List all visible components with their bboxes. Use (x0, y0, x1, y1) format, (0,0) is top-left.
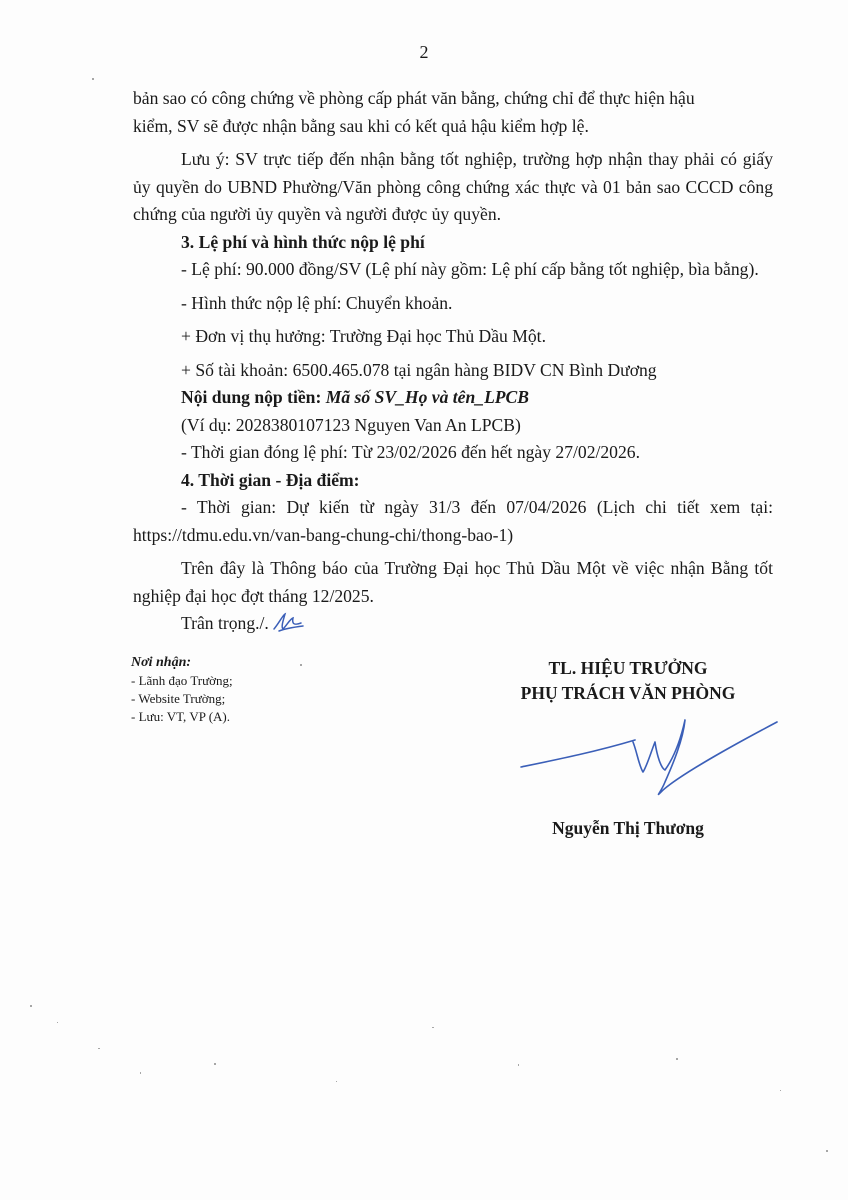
regards-line (133, 610, 773, 638)
payment-method: - Hình thức nộp lệ phí: Chuyển khoản. (181, 292, 453, 313)
handwritten-signature-icon (515, 712, 785, 807)
regards-text: Trân trọng./. (181, 613, 269, 633)
note-paragraph (133, 146, 773, 229)
document-body (133, 85, 773, 638)
note-label: Lưu ý: (181, 149, 230, 169)
signer-name: Nguyễn Thị Thương (552, 818, 704, 838)
paragraph-line: bản sao có công chứng về phòng cấp phát văn bằng, chứng chỉ để thực hiện hậu (133, 88, 695, 108)
fee-period: - Thời gian đóng lệ phí: Từ 23/02/2026 đến hết ngày 27/02/2026. (181, 442, 640, 462)
recipient-item: - Website Trường; (131, 691, 226, 706)
fee-paragraph: - Lệ phí: 90.000 đồng/SV (Lệ phí này gồm: Lệ phí cấp bằng tốt nghiệp, bìa bằng). (181, 259, 759, 279)
closing-paragraph: Trên đây là Thông báo của Trường Đại học Thủ Dầu Một về việc nhận Bằng tốt nghiệp đại học đợt tháng 12/2025. (133, 558, 773, 606)
page-number: 2 (419, 42, 429, 62)
transfer-format: Mã số SV_Họ và tên_LPCB (325, 387, 530, 407)
bank-account: + Số tài khoản: 6500.465.078 tại ngân hàng BIDV CN Bình Dương (181, 359, 657, 380)
recipient-item: - Lãnh đạo Trường; (131, 673, 233, 688)
paragraph-line: kiểm, SV sẽ được nhận bằng sau khi có kết quả hậu kiểm hợp lệ. (133, 115, 589, 136)
signature-title-block (490, 656, 766, 706)
signature-title-line2: PHỤ TRÁCH VĂN PHÒNG (520, 683, 736, 703)
section-4-heading: 4. Thời gian - Địa điểm: (181, 469, 360, 490)
beneficiary: + Đơn vị thụ hưởng: Trường Đại học Thủ Dầu Một. (181, 326, 546, 346)
recipient-item: - Lưu: VT, VP (A). (131, 709, 231, 724)
transfer-label: Nội dung nộp tiền: (181, 387, 326, 407)
signature-title-line1: TL. HIỆU TRƯỞNG (548, 658, 708, 678)
recipients-block (131, 654, 233, 726)
initials-mark-icon (271, 611, 305, 633)
transfer-example: (Ví dụ: 2028380107123 Nguyen Van An LPCB) (181, 414, 521, 435)
note-text: SV trực tiếp đến nhận bằng tốt nghiệp, trường hợp nhận thay phải có giấy ủy quyền do UBND Phường/Văn phòng công chứng xác thực và 01 bản sao CCCD công chứng của người ủy quyền và người được ủy quyền. (133, 149, 773, 224)
schedule-paragraph: - Thời gian: Dự kiến từ ngày 31/3 đến 07/04/2026 (Lịch chi tiết xem tại: https://tdmu.edu.vn/van-bang-chung-chi/thong-bao-1) (133, 497, 773, 545)
transfer-content (133, 384, 773, 412)
recipients-label: Nơi nhận: (131, 655, 192, 670)
section-3-heading: 3. Lệ phí và hình thức nộp lệ phí (181, 231, 425, 252)
